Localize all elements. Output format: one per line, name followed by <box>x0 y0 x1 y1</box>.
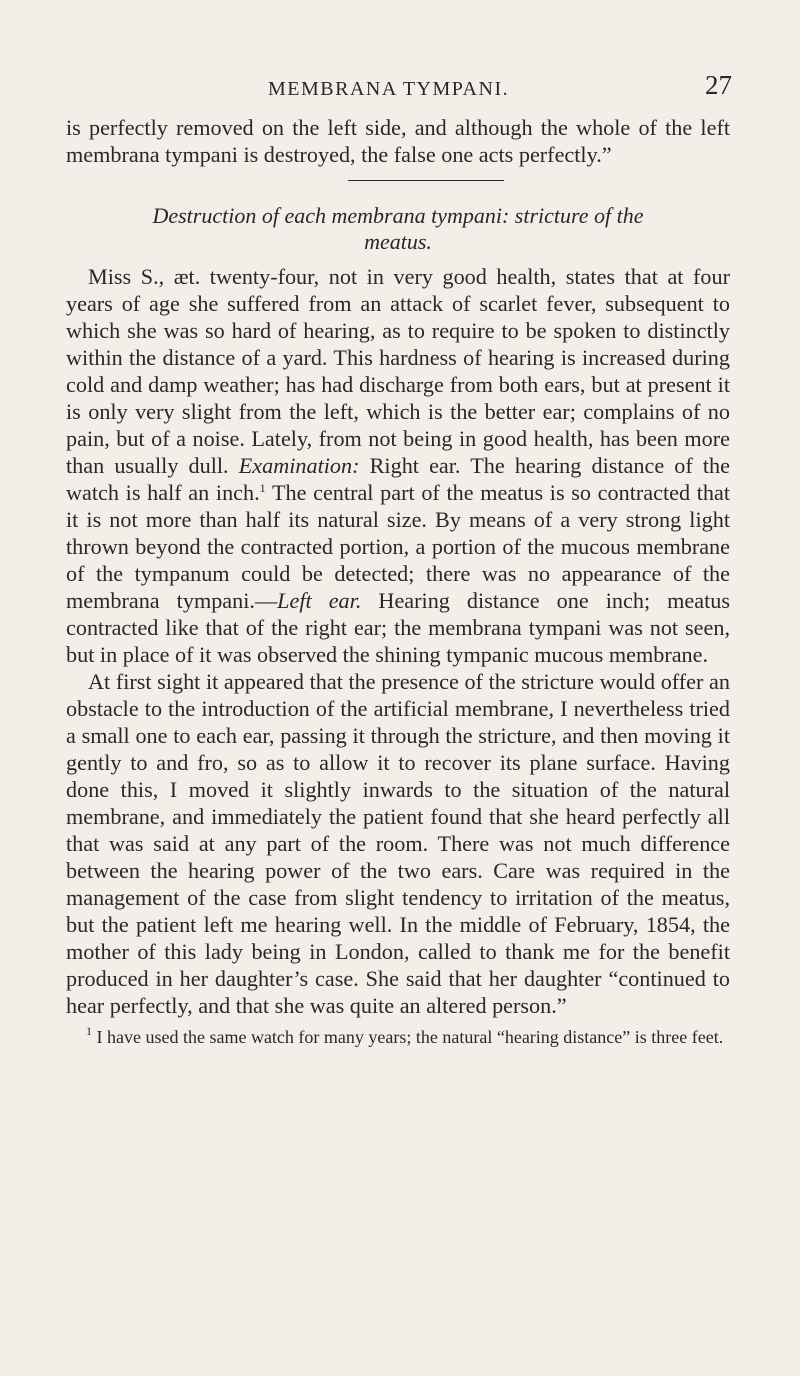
case-text-a: Miss S., æt. twenty-four, not in very good health, states that at four years of age she suffered from an attack of scarlet fever, subsequent to which she was so hard of hearing, as to require to be spoken to distinctly within the distance of a yard. This hardness of hearing is increased during cold and damp weather; has had discharge from both ears, but at present it is only very slight from the left, which is the better ear; complains of no pain, but of a noise. Lately, from not being in good health, has been more than usually dull. <box>66 264 730 478</box>
footnote-reference: 1 <box>259 481 266 495</box>
left-ear-label: Left ear. <box>277 588 362 613</box>
examination-label: Examination: <box>238 453 360 478</box>
case-text-b: Right ear. The hearing distance of the watch is half an inch. <box>66 453 730 505</box>
case-text-d: Hearing distance one inch; meatus contracted like that of the right ear; the membrana tympani was not seen, but in place of it was observed the shining tympanic mucous membrane. <box>66 588 730 667</box>
treatment-paragraph: At first sight it appeared that the presence of the stricture would offer an obstacle to the introduction of the artificial membrane, I nevertheless tried a small one to each ear, passing it through the stricture, and then moving it gently to and fro, so as to allow it to recover its plane surface. Having done this, I moved it slightly inwards to the situation of the natural membrane, and immediately the patient found that she heard perfectly all that was said at any part of the room. There was not much difference between the hearing power of the two ears. Care was required in the management of the case from slight tendency to irritation of the meatus, but the patient left me hearing well. In the middle of February, 1854, the mother of this lady being in London, called to thank me for the benefit produced in her daughter’s case. She said that her daughter “continued to hear perfectly, and that she was quite an altered person.” <box>66 669 730 1018</box>
section-heading-line-1: Destruction of each membrana tympani: stricture of the <box>152 203 644 228</box>
footnote <box>66 1025 730 1049</box>
intro-paragraph: is perfectly removed on the left side, and although the whole of the left membrana tympani is destroyed, the false one acts perfectly.” <box>66 115 730 167</box>
page-body <box>66 114 730 1049</box>
section-heading-line-2: meatus. <box>364 229 432 254</box>
running-head <box>66 70 732 114</box>
book-page <box>66 70 732 1049</box>
case-paragraph <box>66 263 730 668</box>
page-number: 27 <box>705 70 732 100</box>
case-text-c: The central part of the meatus is so contracted that it is not more than half its natural size. By means of a very strong light thrown beyond the contracted portion, a portion of the mucous membrane of the tympanum could be detected; there was no appearance of the membrana tympani.— <box>66 480 730 613</box>
footnote-marker: 1 <box>86 1024 92 1038</box>
section-heading <box>66 203 730 255</box>
footnote-text: I have used the same watch for many years; the natural “hearing distance” is three feet. <box>92 1027 724 1047</box>
running-head-title: MEMBRANA TYMPANI. <box>268 78 510 100</box>
section-divider <box>348 180 504 181</box>
